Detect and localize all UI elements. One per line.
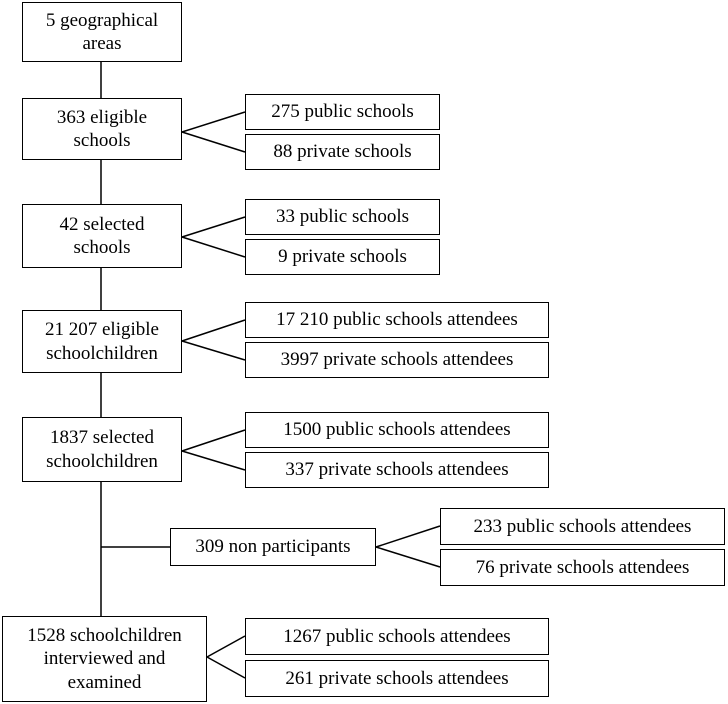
- eligible-schoolchildren-box: [22, 310, 182, 373]
- split-connector: [376, 526, 440, 547]
- split-connector: [207, 657, 245, 678]
- stage-line: 5 geographical: [45, 9, 159, 31]
- eligible-private-schools-box: 88 private schools: [245, 134, 440, 170]
- selected-private-attendees-box: 337 private schools attendees: [245, 452, 549, 488]
- stage-line: schools: [73, 130, 131, 151]
- stage-line: 21 207 eligible: [45, 319, 159, 341]
- non-participants-private-box: 76 private schools attendees: [440, 549, 725, 586]
- split-connector: [182, 217, 245, 237]
- selected-public-attendees-box: 1500 public schools attendees: [245, 412, 549, 448]
- stage-line: schoolchildren: [46, 450, 158, 472]
- selected-schools-box: [22, 204, 182, 268]
- split-connector: [376, 547, 440, 567]
- stage-line: schools: [73, 237, 131, 258]
- final-line: interviewed and: [43, 648, 166, 670]
- split-connector: [182, 112, 245, 132]
- split-connector: [182, 430, 245, 451]
- non-participants-box: 309 non participants: [170, 528, 376, 566]
- final-line: examined: [67, 671, 142, 693]
- non-participants-public-box: 233 public schools attendees: [440, 508, 725, 545]
- split-connector: [182, 132, 245, 152]
- split-connector: [182, 341, 245, 360]
- stage-line: schoolchildren: [46, 342, 158, 364]
- stage-line: 1837 selected: [50, 427, 154, 449]
- stage-line: areas: [82, 33, 122, 54]
- eligible-public-attendees-box: 17 210 public schools attendees: [245, 302, 549, 338]
- interviewed-examined-box: [2, 616, 207, 702]
- selected-private-schools-box: 9 private schools: [245, 239, 440, 275]
- final-public-attendees-box: 1267 public schools attendees: [245, 618, 549, 655]
- selected-public-schools-box: 33 public schools: [245, 199, 440, 235]
- split-connector: [182, 237, 245, 257]
- final-line: 1528 schoolchildren: [27, 625, 182, 647]
- geographical-areas-box: [22, 2, 182, 62]
- eligible-public-schools-box: 275 public schools: [245, 94, 440, 130]
- split-connector: [182, 320, 245, 341]
- stage-line: 363 eligible: [56, 106, 148, 128]
- eligible-schools-box: [22, 98, 182, 160]
- selected-schoolchildren-box: [22, 417, 182, 482]
- split-connector: [207, 636, 245, 657]
- stage-line: 42 selected: [59, 213, 145, 235]
- eligible-private-attendees-box: 3997 private schools attendees: [245, 342, 549, 378]
- split-connector: [182, 451, 245, 470]
- final-private-attendees-box: 261 private schools attendees: [245, 660, 549, 697]
